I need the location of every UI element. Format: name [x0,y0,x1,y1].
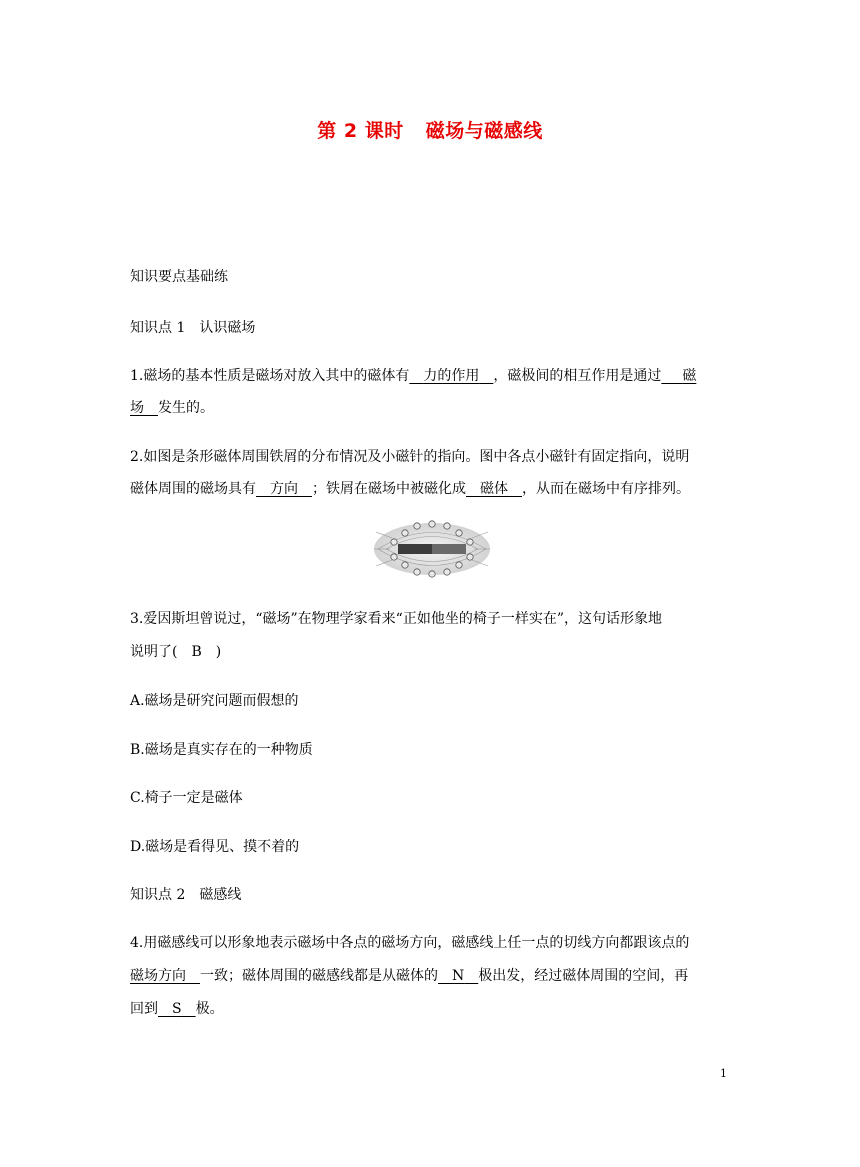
bar-magnet-figure [372,520,492,578]
question-4-line-3: 回到 S 极。 [130,1001,224,1017]
q1-answer-blank-2-part-1: 磁 [682,368,697,384]
question-1-line-2: 场 发生的。 [130,400,214,416]
q4-answer-blank-2: N [452,968,465,984]
question-1-line-1: 1.磁场的基本性质是磁场对放入其中的磁体有 力的作用 ，磁极间的相互作用是通过 磁 [130,368,697,384]
q3-option-b: B.磁场是真实存在的一种物质 [130,742,313,758]
q3-option-d: D.磁场是看得见、摸不着的 [130,839,300,855]
q1-answer-blank-2-part-2: 场 [130,400,144,416]
question-2-line-1: 2.如图是条形磁体周围铁屑的分布情况及小磁针的指向。图中各点小磁针有固定指向，说明 [130,449,690,465]
bar-magnet-half [398,544,432,554]
question-3-line-2: 说明了( B ) [130,644,222,660]
q3-answer: B [191,644,202,660]
section-heading: 知识要点基础练 [130,269,228,285]
q2-answer-blank-1: 方向 [270,481,298,497]
q4-answer-blank-3: S [172,1001,182,1017]
page-number: 1 [720,1067,727,1080]
lesson-number: 第 2 课时 [317,120,404,142]
knowledge-point-2: 知识点 2 磁感线 [130,887,242,903]
question-4-line-2: 磁场方向 一致；磁体周围的磁感线都是从磁体的 N 极出发，经过磁体周围的空间，再 [130,968,689,984]
page-title [0,116,860,143]
knowledge-point-1: 知识点 1 认识磁场 [130,320,256,336]
q3-option-a: A.磁场是研究问题而假想的 [130,693,299,709]
q3-option-c: C.椅子一定是磁体 [130,790,243,806]
question-3-line-1: 3.爱因斯坦曾说过，“磁场”在物理学家看来“正如他坐的椅子一样实在”，这句话形象地 [130,611,662,627]
q1-answer-blank-1: 力的作用 [423,368,480,384]
question-2-line-2: 磁体周围的磁场具有 方向 ；铁屑在磁场中被磁化成 磁体 ，从而在磁场中有序排列。 [130,481,690,497]
q2-answer-blank-2: 磁体 [480,481,508,497]
q4-answer-blank-1: 磁场方向 [130,968,186,984]
question-4-line-1: 4.用磁感线可以形象地表示磁场中各点的磁场方向，磁感线上任一点的切线方向都跟该点的 [130,935,690,951]
lesson-topic: 磁场与磁感线 [425,120,543,142]
